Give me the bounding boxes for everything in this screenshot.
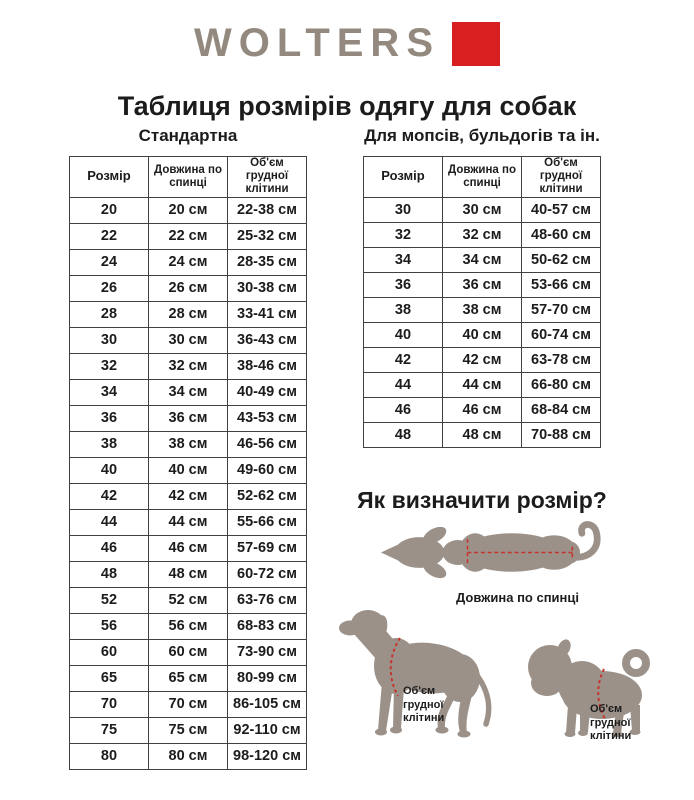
chest-girth-cell: 86-105 см bbox=[228, 691, 307, 717]
table-row bbox=[70, 379, 307, 405]
table-row bbox=[364, 247, 601, 272]
size-cell: 32 bbox=[364, 222, 443, 247]
back-length-cell: 40 см bbox=[149, 457, 228, 483]
back-length-cell: 70 см bbox=[149, 691, 228, 717]
back-length-cell: 34 см bbox=[149, 379, 228, 405]
wolters-logo bbox=[0, 20, 694, 66]
chest-girth-cell: 80-99 см bbox=[228, 665, 307, 691]
how-to-heading: Як визначити розмір? bbox=[357, 487, 607, 513]
size-cell: 32 bbox=[70, 353, 149, 379]
size-cell: 80 bbox=[70, 743, 149, 769]
pugs-table-section bbox=[363, 124, 601, 448]
size-cell: 20 bbox=[70, 197, 149, 223]
table-row bbox=[364, 322, 601, 347]
size-cell: 46 bbox=[364, 397, 443, 422]
size-cell: 56 bbox=[70, 613, 149, 639]
table-row bbox=[70, 353, 307, 379]
chest-girth-cell: 30-38 см bbox=[228, 275, 307, 301]
back-length-cell: 42 см bbox=[149, 483, 228, 509]
chest-girth-cell: 70-88 см bbox=[522, 422, 601, 447]
back-length-cell: 36 см bbox=[443, 272, 522, 297]
chest-girth-cell: 38-46 см bbox=[228, 353, 307, 379]
chest-girth-cell: 36-43 см bbox=[228, 327, 307, 353]
table-row bbox=[70, 431, 307, 457]
table-row bbox=[70, 639, 307, 665]
back-length-label: Довжина по спинці bbox=[455, 590, 580, 605]
back-length-cell: 48 см bbox=[149, 561, 228, 587]
pugs-table-title: Для мопсів, бульдогів та ін. bbox=[364, 126, 600, 145]
table-row bbox=[70, 743, 307, 769]
table-row bbox=[70, 275, 307, 301]
size-cell: 30 bbox=[70, 327, 149, 353]
size-cell: 38 bbox=[70, 431, 149, 457]
chest-girth-cell: 57-70 см bbox=[522, 297, 601, 322]
size-cell: 44 bbox=[364, 372, 443, 397]
chest-girth-cell: 73-90 см bbox=[228, 639, 307, 665]
logo-red-square-icon bbox=[452, 22, 500, 66]
back-length-cell: 34 см bbox=[443, 247, 522, 272]
chest-girth-cell: 55-66 см bbox=[228, 509, 307, 535]
size-cell: 26 bbox=[70, 275, 149, 301]
table-row bbox=[70, 197, 307, 223]
table-row bbox=[70, 405, 307, 431]
table-row bbox=[364, 272, 601, 297]
size-cell: 22 bbox=[70, 223, 149, 249]
column-header: Об'єм грудної клітини bbox=[228, 157, 307, 198]
back-length-cell: 28 см bbox=[149, 301, 228, 327]
chest-girth-cell: 50-62 см bbox=[522, 247, 601, 272]
how-to-measure-section bbox=[330, 487, 694, 800]
chest-girth-cell: 68-83 см bbox=[228, 613, 307, 639]
size-cell: 44 bbox=[70, 509, 149, 535]
size-cell: 38 bbox=[364, 297, 443, 322]
size-cell: 60 bbox=[70, 639, 149, 665]
back-length-cell: 30 см bbox=[149, 327, 228, 353]
chest-girth-cell: 33-41 см bbox=[228, 301, 307, 327]
dog-top-view-figure bbox=[375, 515, 610, 590]
header-row bbox=[364, 157, 601, 198]
table-row bbox=[70, 535, 307, 561]
chest-girth-cell: 43-53 см bbox=[228, 405, 307, 431]
logo-text: WOLTERS bbox=[193, 21, 440, 65]
back-length-cell: 24 см bbox=[149, 249, 228, 275]
back-length-cell: 56 см bbox=[149, 613, 228, 639]
back-length-cell: 44 см bbox=[149, 509, 228, 535]
chest-girth-cell: 52-62 см bbox=[228, 483, 307, 509]
table-row bbox=[364, 422, 601, 447]
size-cell: 65 bbox=[70, 665, 149, 691]
back-length-cell: 30 см bbox=[443, 197, 522, 222]
column-header: Розмір bbox=[70, 157, 149, 198]
back-length-cell: 44 см bbox=[443, 372, 522, 397]
table-row bbox=[70, 509, 307, 535]
table-row bbox=[70, 587, 307, 613]
table-row bbox=[70, 457, 307, 483]
size-cell: 36 bbox=[70, 405, 149, 431]
back-length-cell: 40 см bbox=[443, 322, 522, 347]
back-length-cell: 26 см bbox=[149, 275, 228, 301]
size-cell: 52 bbox=[70, 587, 149, 613]
standard-table-title: Стандартна bbox=[138, 126, 238, 145]
chest-girth-cell: 68-84 см bbox=[522, 397, 601, 422]
standard-size-table bbox=[69, 156, 307, 770]
table-row bbox=[364, 197, 601, 222]
back-length-cell: 42 см bbox=[443, 347, 522, 372]
chest-girth-cell: 60-74 см bbox=[522, 322, 601, 347]
back-length-cell: 52 см bbox=[149, 587, 228, 613]
chest-girth-cell: 28-35 см bbox=[228, 249, 307, 275]
chest-girth-cell: 92-110 см bbox=[228, 717, 307, 743]
table-row bbox=[70, 613, 307, 639]
size-cell: 34 bbox=[364, 247, 443, 272]
chest-girth-cell: 22-38 см bbox=[228, 197, 307, 223]
chest-girth-cell: 40-57 см bbox=[522, 197, 601, 222]
chest-girth-cell: 66-80 см bbox=[522, 372, 601, 397]
column-header: Об'єм грудної клітини bbox=[522, 157, 601, 198]
chest-girth-cell: 63-78 см bbox=[522, 347, 601, 372]
table-row bbox=[364, 347, 601, 372]
back-length-cell: 48 см bbox=[443, 422, 522, 447]
table-row bbox=[364, 397, 601, 422]
size-cell: 48 bbox=[70, 561, 149, 587]
size-cell: 75 bbox=[70, 717, 149, 743]
table-row bbox=[70, 249, 307, 275]
chest-girth-cell: 49-60 см bbox=[228, 457, 307, 483]
table-row bbox=[364, 222, 601, 247]
back-length-cell: 60 см bbox=[149, 639, 228, 665]
size-cell: 34 bbox=[70, 379, 149, 405]
chest-girth-cell: 25-32 см bbox=[228, 223, 307, 249]
page-title: Таблиця розмірів одягу для собак bbox=[117, 91, 577, 122]
column-header: Розмір bbox=[364, 157, 443, 198]
back-length-cell: 46 см bbox=[443, 397, 522, 422]
back-length-cell: 32 см bbox=[443, 222, 522, 247]
table-row bbox=[70, 561, 307, 587]
back-length-cell: 22 см bbox=[149, 223, 228, 249]
size-cell: 40 bbox=[70, 457, 149, 483]
standard-table-section bbox=[69, 124, 307, 770]
chest-girth-cell: 46-56 см bbox=[228, 431, 307, 457]
size-cell: 30 bbox=[364, 197, 443, 222]
table-row bbox=[70, 327, 307, 353]
chest-girth-cell: 57-69 см bbox=[228, 535, 307, 561]
back-length-cell: 65 см bbox=[149, 665, 228, 691]
pugs-size-table bbox=[363, 156, 601, 448]
back-length-cell: 36 см bbox=[149, 405, 228, 431]
back-length-cell: 38 см bbox=[149, 431, 228, 457]
chest-girth-label: Об'єм грудної клітини bbox=[590, 703, 632, 742]
back-length-cell: 20 см bbox=[149, 197, 228, 223]
table-row bbox=[70, 483, 307, 509]
chest-girth-cell: 53-66 см bbox=[522, 272, 601, 297]
table-row bbox=[70, 301, 307, 327]
table-row bbox=[364, 372, 601, 397]
header-row bbox=[70, 157, 307, 198]
size-cell: 40 bbox=[364, 322, 443, 347]
chest-girth-cell: 60-72 см bbox=[228, 561, 307, 587]
back-length-cell: 80 см bbox=[149, 743, 228, 769]
column-header: Довжина по спинці bbox=[149, 157, 228, 198]
table-row bbox=[70, 691, 307, 717]
chest-girth-cell: 40-49 см bbox=[228, 379, 307, 405]
chest-girth-cell: 98-120 см bbox=[228, 743, 307, 769]
back-length-cell: 38 см bbox=[443, 297, 522, 322]
size-cell: 24 bbox=[70, 249, 149, 275]
size-cell: 42 bbox=[70, 483, 149, 509]
chest-girth-cell: 48-60 см bbox=[522, 222, 601, 247]
table-row bbox=[70, 665, 307, 691]
size-cell: 46 bbox=[70, 535, 149, 561]
size-cell: 28 bbox=[70, 301, 149, 327]
back-length-cell: 32 см bbox=[149, 353, 228, 379]
chest-girth-cell: 63-76 см bbox=[228, 587, 307, 613]
size-cell: 48 bbox=[364, 422, 443, 447]
table-row bbox=[70, 223, 307, 249]
table-row bbox=[70, 717, 307, 743]
table-row bbox=[364, 297, 601, 322]
column-header: Довжина по спинці bbox=[443, 157, 522, 198]
size-cell: 70 bbox=[70, 691, 149, 717]
back-length-cell: 75 см bbox=[149, 717, 228, 743]
size-cell: 42 bbox=[364, 347, 443, 372]
back-length-cell: 46 см bbox=[149, 535, 228, 561]
chest-girth-label: Об'єм грудної клітини bbox=[403, 685, 445, 724]
size-cell: 36 bbox=[364, 272, 443, 297]
